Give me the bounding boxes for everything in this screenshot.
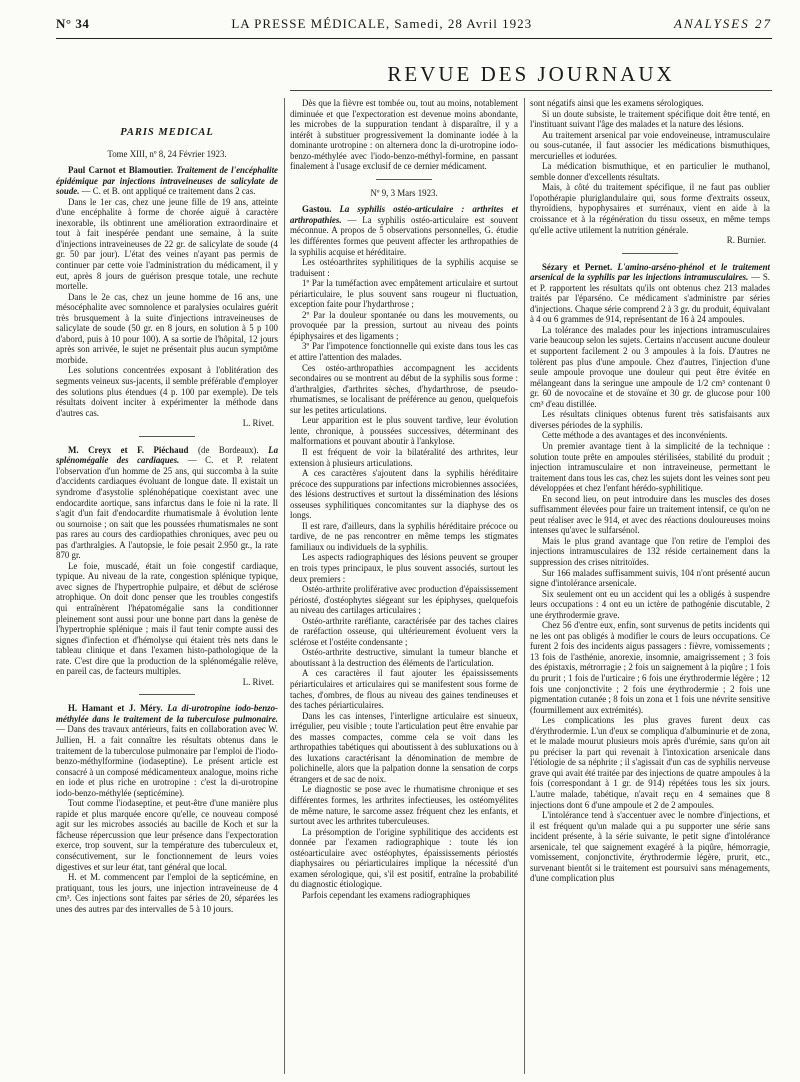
paragraph: Les résultats cliniques obtenus furent très satisfaisants aux diverses périodes de la syphilis. — [530, 409, 770, 430]
paragraph: 3º Par l'impotence fonctionnelle qui existe dans tous les cas et attire l'attention des malades. — [290, 341, 518, 363]
article-abstract — [56, 165, 278, 197]
paragraph: La tolérance des malades pour les injections intramusculaires varie beaucoup selon les sujets. Certains n'accusent aucune douleur et supportent facilement 2 ou 3 ampoules à la fois. D'autres ne tolèrent pas plus d'une ampoule. Chez d'autres, l'injection d'une seule ampoule provoque une douleur qui peut être évitée en mélangeant dans la seringue une ampoule de 1/2 cm³ contenant 0 gr. 60 de novocaïne et de stovaïne et 30 gr. de glucose pour 100 cm³ d'eau distillée. — [530, 324, 770, 409]
abstract-text: — C. et B. ont appliqué ce traitement dans 2 cas. — [81, 186, 256, 197]
source-journal: PARIS MÉDICAL — [120, 128, 214, 138]
review-title: REVUE DES JOURNAUX — [387, 62, 675, 86]
abstract-text: — Dans des travaux antérieurs, faits en collaboration avec W. Jullien, H. a fait connaître les résultats obtenus dans le traitement de la tuberculose pulmonaire par l'emploi de l'iodo-benzo-méthylformine (iodaseptine). Le présent article est consacré à un composé médicamenteux analogue, moins riche en iode et plus riche en urotropine : c'est la di-urotropine iodo-benzo-méthylée (septicémine). — [56, 724, 278, 798]
paragraph: Les aspects radiographiques des lésions peuvent se grouper en trois types principaux, le plus souvent associés, surtout les deux premiers : — [290, 552, 518, 584]
paragraph: En second lieu, on peut introduire dans les muscles des doses suffisamment élevées pour faire un traitement intensif, ce qu'on ne peut réaliser avec le 914, et avec des réactions douloureuses moins intenses qu'avec le sulfarsénol. — [530, 493, 770, 536]
paragraph: Un premier avantage tient à la simplicité de la technique : solution toute prête en ampoules stérilisées, stabilité du produit ; injection intramusculaire et non intraveineuse, permettant le traitement dans tous les cas, chez les sujets dont les veines sont peu développées et chez l'enfant hérédo-syphilitique. — [530, 440, 770, 494]
section-label: ANALYSES 27 — [674, 16, 772, 31]
paragraph: Les ostéoarthrites syphilitiques de la syphilis acquise se traduisent : — [290, 257, 518, 278]
column-3 — [530, 98, 770, 1078]
column-1 — [56, 128, 278, 1076]
paragraph: Mais le plus grand avantage que l'on retire de l'emploi des injections intramusculaires de 132 réside certainement dans la suppression des crises nitritoïdes. — [530, 535, 770, 567]
paragraph: 2º Par la douleur spontanée ou dans les mouvements, ou provoquée par la pression, surtout au niveau des points épiphysaires et des ligaments ; — [290, 309, 518, 341]
author-origin: (de Bordeaux). — [198, 444, 259, 455]
paragraph: sont négatifs ainsi que les examens sérologiques. — [530, 98, 704, 108]
article-abstract — [290, 204, 518, 257]
column-2 — [290, 98, 518, 1078]
article-separator — [376, 179, 432, 180]
issue-line: Nº 9, 3 Mars 1923. — [370, 187, 438, 198]
running-header — [56, 16, 772, 32]
article-abstract — [56, 703, 278, 798]
paragraph: Les solutions concentrées exposant à l'oblitération des segments veineux sus-jacents, il semble préférable d'employer des solutions plus étendues (4 p. 100 par exemple). De tels résultats doivent inciter à expérimenter la méthode dans d'autres cas. — [56, 365, 278, 418]
article-separator — [622, 253, 678, 254]
paragraph: Chez 56 d'entre eux, enfin, sont survenus de petits incidents qui ne les ont pas obligés à modifier le cours de leurs occupations. Ce furent 2 fois des incidents aigus passagers : fièvre, vomissements ; 13 fois de l'asthénie, anorexie, insomnie, amaigrissement ; 3 fois des épistaxis, métrorragie ; 2 fois un saignement à la piqûre ; 1 fois du prurit ; 1 fois de l'urticaire ; 6 fois une érythrodermie légère ; 12 fois une conjonctivite ; 2 fois une érythrodermie ; 2 fois une pigmentation cutanée ; 8 fois un zona et 1 fois une névrite sensitive (fourmillement aux extrémités). — [530, 620, 770, 715]
paragraph: 1º Par la tuméfaction avec empâtement articulaire et surtout périarticulaire, le plus souvent sans rougeur ni fluctuation, exception faite pour l'hydarthrose ; — [290, 278, 518, 310]
reviewer-signature: L. Rivet. — [242, 418, 274, 429]
article-author: Paul Carnot et Blamoutier. — [68, 165, 174, 176]
paragraph: Cette méthode a des avantages et des inconvénients. — [542, 430, 728, 441]
paragraph: Ostéo-arthrite destructive, simulant la tumeur blanche et aboutissant à la destruction des éléments de l'articulation. — [290, 647, 518, 668]
paragraph: Sur 166 malades suffisamment suivis, 104 n'ont présenté aucun signe d'intolérance arsenicale. — [530, 567, 770, 589]
paragraph: Il est rare, d'ailleurs, dans la syphilis héréditaire précoce ou tardive, de ne pas rencontrer en même temps les stigmates familiaux ou individuels de la syphilis. — [290, 520, 518, 552]
column-divider — [524, 98, 525, 1074]
paragraph: Mais, à côté du traitement spécifique, il ne faut pas oublier l'opothérapie pluriglandulaire qui, sous forme d'extraits osseux, thyroïdiens, hypophysaires et surrénaux, vient en aide à la croissance et à la régénération du tissu osseux, en même temps qu'elle active utilement la nutrition générale. — [530, 182, 770, 235]
paragraph: Il est fréquent de voir la bilatéralité des arthrites, leur extension à plusieurs articulations. — [290, 446, 518, 468]
article-abstract — [56, 445, 278, 561]
paragraph: H. et M. commencent par l'emploi de la septicémine, en pratiquant, tous les jours, une injection intraveineuse de 4 cm³. Ces injections sont faites par séries de 20, séparées les unes des autres par des intervalles de 5 à 10 jours. — [56, 872, 278, 914]
paragraph: Leur apparition est le plus souvent tardive, leur évolution lente, chronique, à poussées successives, déterminant des malformations et pouvant aboutir à l'ankylose. — [290, 415, 518, 447]
paragraph: Dans le 1er cas, chez une jeune fille de 19 ans, atteinte d'une encéphalite à forme de chorée aiguë à caractère inexorable, ils obtinrent une amélioration extraordinaire et tout à fait inespérée pendant une semaine, à la suite d'injections intraveineuses de 22 gr. de salicylate de soude (4 gr. 50 par jour). L'état des veines n'ayant pas permis de continuer par cette voie l'administration du médicament, il y eut, après 8 jours de guérison presque totale, une rechute mortelle. — [56, 196, 278, 292]
paragraph: Dans le 2e cas, chez un jeune homme de 16 ans, une mésocéphalite avec somnolence et paralysies oculaires guérit très brusquement à la suite d'injections intraveineuses de salicylate de soude (50 gr. en 8 jours, en solution à 5 p 100 d'abord, puis à 10 pour 100). A sa sortie de l'hôpital, 12 jours après son arrivée, le sujet ne présentait plus aucun symptôme morbide. — [56, 291, 278, 365]
paragraph: Si un doute subsiste, le traitement spécifique doit être tenté, en l'instituant suivant l'âge des malades et la nature des lésions. — [530, 108, 770, 130]
article-author: Sézary et Pernet. — [542, 261, 613, 272]
reviewer-signature: L. Rivet. — [242, 676, 274, 687]
article-abstract — [530, 262, 770, 325]
article-title: La syphilis ostéo-articulaire : arthrites et arthropathies. — [290, 204, 518, 225]
journal-name: LA PRESSE MÉDICALE, Samedi, 28 Avril 1923 — [231, 16, 533, 31]
paragraph: Ces ostéo-arthropathies accompagnent les accidents secondaires ou se montrent au début de la syphilis sous forme : d'arthralgies, d'arthrites sèches, d'hydarthrose, de pseudo-rhumatismes, se localisant de préférence au genou, quelquefois sur les petites articulations. — [290, 362, 518, 415]
paragraph: Ostéo-arthrite proliférative avec production d'épaississement périosté, d'ostéophytes siégeant sur les épiphyses, quelquefois au niveau des cartilages articulaires ; — [290, 584, 518, 616]
paragraph: Le diagnostic se pose avec le rhumatisme chronique et ses différentes formes, les arthrites infectieuses, les ostéomyélites de même nature, le sarcome assez fréquent chez les enfants, et surtout avec les arthrites tuberculeuses. — [290, 784, 518, 827]
paragraph: Dès que la fièvre est tombée ou, tout au moins, notablement diminuée et que l'expectoration est devenue moins abondante, les microbes de la suppuration tendant à disparaître, il y a intérêt à substituer progressivement la dominante iodée à la dominante urotropine : on alternera donc la di-urotropine iodo-benzo-méthylée avec l'iodo-benzo-méthyl-formine, en passant finalement à l'usage exclusif de ce dernier médicament. — [290, 98, 518, 172]
page-number: N° 34 — [56, 16, 90, 31]
paragraph: Les complications les plus graves furent deux cas d'érythrodermie. L'un d'eux se compliqua d'albuminurie et de zona, et le malade mourut plusieurs mois après d'urémie, sans qu'on ait pu préciser la part qui revenait à l'intoxication arsenicale dans l'étiologie de sa néphrite ; il s'agissait d'un cas de syphilis nerveuse grave qui avait été traitée par des injections de quatre ampoules à la fois (correspondant à 1 gr. de 914) répétées tous les six jours. L'autre malade, tabétique, n'avait reçu en 4 semaines que 8 injections dont 6 d'une ampoule et 2 de 2 ampoules. — [530, 715, 770, 810]
paragraph: Tout comme l'iodaseptine, et peut-être d'une manière plus rapide et plus marquée encore qu'elle, ce nouveau composé agit sur les microbes associés au bacille de Koch et sur la fâcheuse répercussion que leur présence dans l'expectoration exerce, trop souvent, sur la température des tuberculeux et, consécutivement, sur le fonctionnement de leurs voies digestives et sur leur état, tant général que local. — [56, 798, 278, 872]
paragraph: La médication bismuthique, et en particulier le muthanol, semble donner d'excellents résultats. — [530, 161, 770, 182]
title-rule — [290, 90, 772, 91]
paragraph: A ces caractères s'ajoutent dans la syphilis héréditaire précoce des suppurations par infections microbiennes associées, des lésions destructives et surtout la dissémination des lésions osseuses syphilitiques concomitantes sur la diaphyse des os longs. — [290, 468, 518, 521]
column-divider — [284, 98, 285, 1074]
paragraph: Le foie, muscadé, était un foie congestif cardiaque, typique. Au niveau de la rate, congestion splénique typique, avec signes de l'hypertrophie pulpaire, et début de sclérose atrophique. On doit donc penser que les troubles congestifs qui entraînèrent l'hépatomégalie sans la conditionner pleinement sont aussi pour une bonne part dans la genèse de l'hypertrophie splénique ; mais il faut tenir compte aussi des signes d'infection et d'hémolyse qui étaient très nets dans le tableau clinique et dans l'examen histo-pathologique de la rate. C'est dire que la production de la splénomégalie relève, en pareil cas, de facteurs multiples. — [56, 560, 278, 677]
paragraph: Dans les cas intenses, l'interligne articulaire est sinueux, irrégulier, peu visible ; toute l'articulation peut être envahie par des masses compactes, comme cela se voit dans les arthropathies tabétiques qui aboutissent à des subluxations ou à des luxations caractérisant la dénomination de membre de polichinelle, alors que la palpation donne la sensation de corps étrangers et de sac de noix. — [290, 710, 518, 784]
article-title: La di-urotropine iodo-benzo-méthylée dans le traitement de la tuberculose pulmonaire. — [56, 703, 278, 724]
article-title: L'amino-arséno-phénol et le traitement arsenical de la syphilis par les injections intramusculaires. — [530, 261, 770, 283]
article-author: H. Hamant et J. Méry. — [68, 703, 163, 714]
abstract-text: — La syphilis ostéo-articulaire est souvent méconnue. A propos de 5 observations personnelles, G. étudie les différentes formes que peuvent affecter les arthropathies de la syphilis acquise et héréditaire. — [290, 214, 518, 257]
issue-line: Tome XIII, nº 8, 24 Février 1923. — [107, 148, 227, 159]
article-title: La splénomégalie des cardiaques. — [56, 444, 278, 466]
article-separator — [139, 436, 195, 437]
paragraph: Ostéo-arthrite raréfiante, caractérisée par des taches claires de raréfaction osseuse, qui ultérieurement évoluent vers la sclérose et l'ostéite condensante ; — [290, 615, 518, 647]
paragraph: L'intolérance tend à s'accentuer avec le nombre d'injections, et il est fréquent qu'un malade qui a pu supporter une série sans incident présente, à la série suivante, le petit signe d'intolérance arsenicale, tel que saignement exagéré à la piqûre, hémorragie, vomissement, conjonctivite, érythrodermie légère, prurit, etc., survenant bientôt si le traitement est poursuivi sans ménagements, d'une complication plus — [530, 810, 770, 884]
abstract-text: — C. et P. relatent l'observation d'un homme de 25 ans, qui succomba à la suite d'accidents cardiaques évoluant de longue date. Il existait un syndrome d'asystolie splénohépatique coexistant avec une endocardite aortique, sans infarctus dans le foie ni la rate. Il s'agit d'un fait d'endocardite rhumatismale à évolution lente ou sournoise ; on sait que les poussées rhumatismales ne sont pas rares au cours des cardiopathies chroniques, avec peu ou pas d'arthralgies. A l'autopsie, le foie pesait 2.950 gr., la rate 870 gr. — [56, 455, 278, 561]
article-separator — [139, 694, 195, 695]
reviewer-signature: R. Burnier. — [726, 235, 766, 246]
paragraph: Parfois cependant les examens radiographiques — [302, 889, 471, 900]
paragraph: La présomption de l'origine syphilitique des accidents est donnée par l'examen radiographique : toute lés ion ostéoarticulaire avec ostéophytes, épaississements périostés diaphysaires ou périarticulaires implique la nécessité d'un examen sérologique, qui, s'il est positif, entraîne la probabilité du diagnostic étiologique. — [290, 826, 518, 890]
paragraph: Au traitement arsenical par voie endoveineuse, intramusculaire ou sous-cutanée, il faut associer les médications bismuthiques, mercurielles et iodurées. — [530, 129, 770, 161]
article-author: M. Creyx et F. Piéchaud — [68, 444, 189, 455]
article-author: Gastou. — [302, 204, 332, 215]
header-rule — [56, 38, 772, 39]
paragraph: A ces caractères il faut ajouter les épaississements périarticulaires et articulaires qui se manifestent sous forme de taches, d'ombres, de flous au niveau des gaines tendineuses et des taches périarticulaires. — [290, 668, 518, 711]
paragraph: Six seulement ont eu un accident qui les a obligés à suspendre leurs occupations : 4 ont eu un ictère de pathogénie discutable, 2 une érythrodermie grave. — [530, 588, 770, 620]
abstract-text: — S. et P. rapportent les résultats qu'ils ont obtenus chez 213 malades traités par l'éparséno. Ce médicament s'administre par séries d'injections. Chaque série comprend 2 à 3 gr. du produit, équivalant à 4 ou 6 grammes de 914, représentant de 16 à 24 ampoules. — [530, 272, 770, 325]
article-title: Traitement de l'encéphalite épidémique par injections intraveineuses de salicylate de soude. — [56, 165, 278, 197]
